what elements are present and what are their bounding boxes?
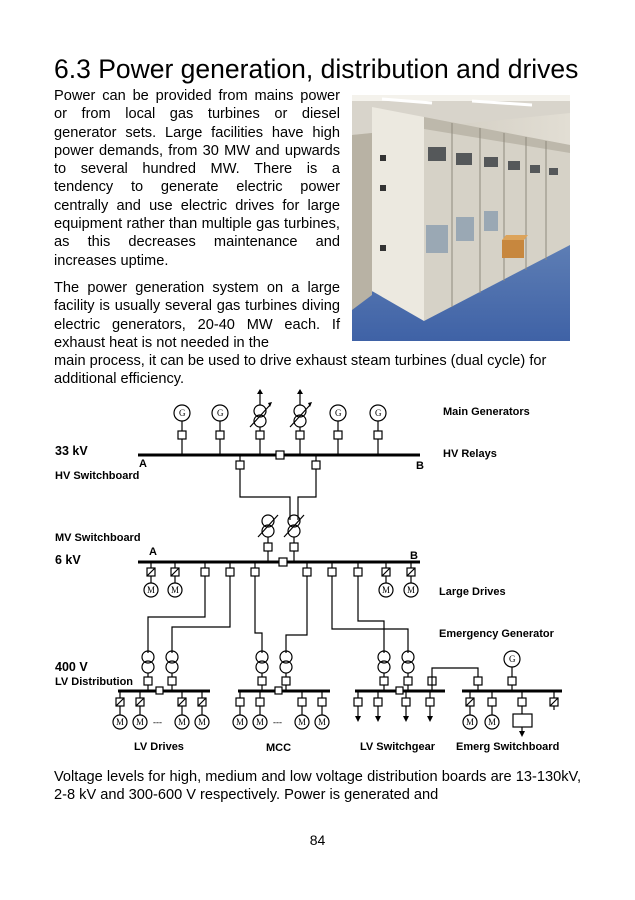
svg-text:G: G bbox=[509, 654, 516, 664]
label-lv-distribution: LV Distribution bbox=[55, 676, 134, 688]
svg-text:M: M bbox=[407, 585, 416, 595]
label-lv-switchgear: LV Switchgear bbox=[360, 741, 435, 753]
svg-text:M: M bbox=[298, 717, 307, 727]
paragraph-intro: Power can be provided from mains power or from local gas turbines or diesel generator sets. Large facilities have high power demands, from 30 MW and upwards to several hundred MW. There is a tendency to generate electric power centrally and use electric drives for large equipment rather than multiple gas turbines, as this decreases maintenance and increases uptime. bbox=[54, 88, 340, 269]
svg-text:M: M bbox=[198, 717, 207, 727]
svg-text:G: G bbox=[179, 408, 186, 418]
label-emergency-generator: Emergency Generator bbox=[439, 628, 554, 640]
svg-text:M: M bbox=[488, 717, 497, 727]
section-heading: 6.3 Power generation, distribution and drives bbox=[54, 54, 579, 84]
svg-text:G: G bbox=[335, 408, 342, 418]
svg-text:---: --- bbox=[273, 717, 282, 727]
label-mcc: MCC bbox=[266, 742, 292, 754]
paragraph-power-generation: The power generation system on a large facility is usually several gas turbines diving electric generators, 20-40 MW each. If exhaust heat is not needed in the bbox=[54, 280, 340, 351]
label-mv-switchboard: MV Switchboard bbox=[55, 532, 141, 544]
label-hv-switchboard: HV Switchboard bbox=[55, 470, 140, 482]
svg-text:M: M bbox=[147, 585, 156, 595]
page-number: 84 bbox=[309, 832, 326, 848]
main-generators bbox=[174, 405, 386, 431]
lv-transformers bbox=[142, 651, 414, 691]
svg-text:M: M bbox=[178, 717, 187, 727]
svg-text:M: M bbox=[236, 717, 245, 727]
label-hv-relays: HV Relays bbox=[443, 448, 497, 460]
svg-text:M: M bbox=[466, 717, 475, 727]
label-400v: 400 V bbox=[55, 660, 88, 674]
svg-text:M: M bbox=[171, 585, 180, 595]
svg-text:M: M bbox=[256, 717, 265, 727]
label-bus-a-hv: A bbox=[139, 458, 147, 470]
label-emerg-switchboard: Emerg Switchboard bbox=[456, 741, 560, 753]
label-large-drives: Large Drives bbox=[439, 586, 506, 598]
power-distribution-diagram bbox=[50, 385, 580, 760]
paragraph-power-generation-cont: main process, it can be used to drive exhaust steam turbines (dual cycle) for additional efficiency. bbox=[54, 353, 547, 388]
lv-switchgear-feeders bbox=[354, 691, 434, 722]
lv-drive-feeders bbox=[113, 691, 209, 729]
svg-text:---: --- bbox=[153, 717, 162, 727]
label-lv-drives: LV Drives bbox=[134, 741, 184, 753]
svg-text:G: G bbox=[375, 408, 382, 418]
label-bus-b-mv: B bbox=[410, 550, 418, 562]
grid-transformers bbox=[250, 389, 312, 431]
label-bus-b-hv: B bbox=[416, 460, 424, 472]
svg-text:M: M bbox=[116, 717, 125, 727]
emerg-switchboard-feeders bbox=[463, 691, 558, 737]
label-33kv: 33 kV bbox=[55, 444, 88, 458]
svg-text:M: M bbox=[382, 585, 391, 595]
svg-text:G: G bbox=[217, 408, 224, 418]
label-6kv: 6 kV bbox=[55, 553, 81, 567]
svg-text:M: M bbox=[318, 717, 327, 727]
label-main-generators: Main Generators bbox=[443, 406, 530, 418]
label-bus-a-mv: A bbox=[149, 546, 157, 558]
svg-text:M: M bbox=[136, 717, 145, 727]
mcc-feeders bbox=[233, 691, 329, 729]
switchgear-photo bbox=[352, 95, 570, 341]
paragraph-voltage-levels: Voltage levels for high, medium and low voltage distribution boards are 13-130kV, 2-8 kV and 300-600 V respectively. Power is generated and bbox=[54, 769, 581, 804]
